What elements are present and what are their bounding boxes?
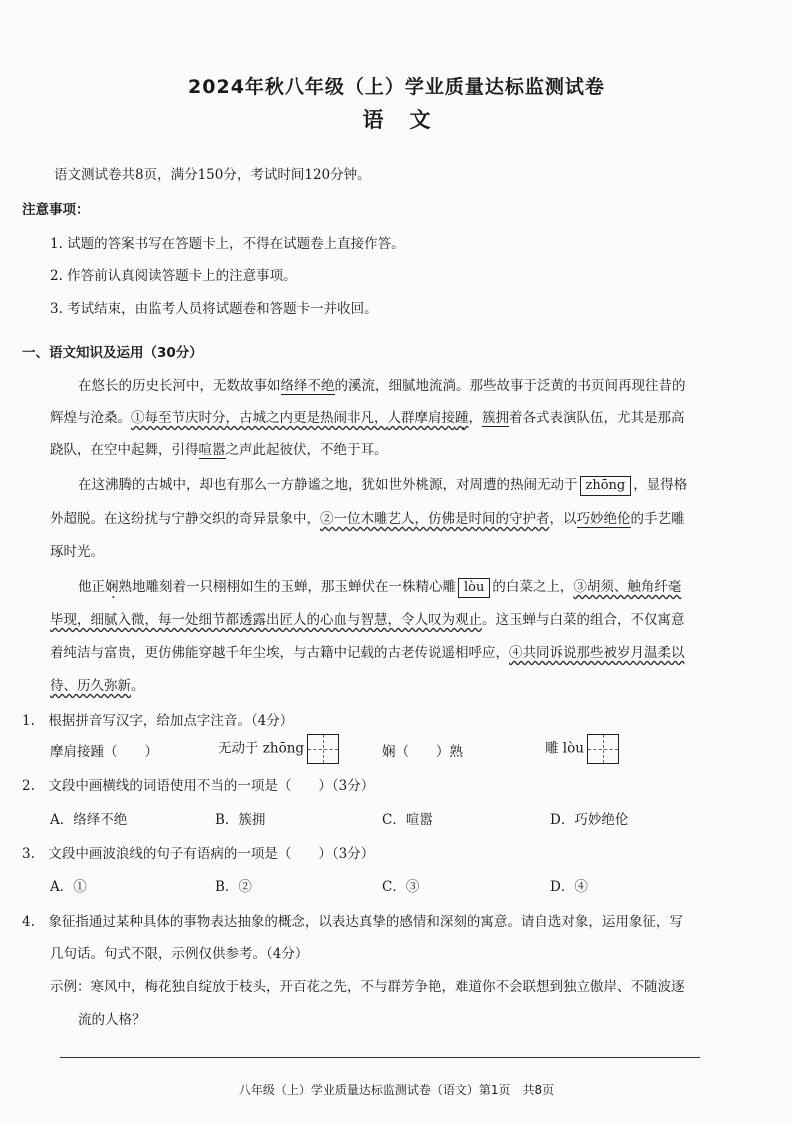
q2-option-b[interactable]: B．簇拥 (215, 812, 266, 828)
underlined-word-4: 巧妙绝伦 (576, 511, 631, 527)
q3-option-c[interactable]: C．③ (382, 879, 420, 895)
q2-option-c[interactable]: C．喧嚣 (382, 812, 433, 828)
section-heading: 一、语文知识及运用（30分） (22, 345, 203, 361)
exam-subject: 语文 (362, 108, 457, 132)
q1-item-c[interactable]: 娴（ ）熟 (382, 744, 463, 760)
notice-item-1: 1. 试题的答案书写在答题卡上，不得在试题卷上直接作答。 (50, 236, 405, 252)
passage-p3-line2: 毕现，细腻入微，每一处细节都透露出匠人的心血与智慧，令人叹为观止。这玉蝉与白菜的组合，不仅寓意 (50, 612, 685, 628)
q1-item-a[interactable]: 摩肩接踵（ ） (50, 744, 158, 760)
exam-intro: 语文测试卷共8页，满分150分，考试时间120分钟。 (54, 167, 371, 183)
passage-p2-line1: 在这沸腾的古城中，却也有那么一方静谧之地，犹如世外桃源，对周遭的热闹无动于 zhōng ，显得格 (78, 473, 687, 496)
wavy-sentence-3a: ③胡须、触角纤毫 (573, 579, 682, 595)
dotted-char-zhong: 踵 (455, 410, 469, 426)
question-4-example-line2: 流的人格？ (78, 1012, 146, 1028)
question-4-stem-line1: 4. 象征指通过某种具体的事物表达抽象的概念，以表达真挚的感情和深刻的寓意。请自选对象，运用象征，写 (22, 914, 683, 930)
passage-p3-line4: 待、历久弥新。 (50, 678, 145, 694)
notice-heading: 注意事项： (22, 202, 90, 218)
question-1-stem: 1. 根据拼音写汉字，给加点字注音。（4分） (22, 713, 294, 729)
question-4-example-line1: 示例：寒风中，梅花独自绽放于枝头，开百花之先，不与群芳争艳，难道你不会联想到独立傲岸、不随波逐 (50, 979, 685, 995)
notice-item-3: 3. 考试结束，由监考人员将试题卷和答题卡一并收回。 (50, 301, 378, 317)
pinyin-box-zhong: zhōng (580, 476, 632, 496)
page-footer: 八年级（上）学业质量达标监测试卷（语文）第1页 共8页 (238, 1083, 555, 1097)
wavy-sentence-1: ①每至节庆时分，古城之内更是热闹非凡，人群摩肩接踵 (131, 410, 469, 426)
q2-option-a[interactable]: A．络绎不绝 (50, 812, 128, 828)
answer-grid-lou[interactable] (587, 734, 619, 764)
q1-item-b: 无动于 zhōng (218, 734, 339, 764)
passage-p3-line3: 着纯洁与富贵，更仿佛能穿越千年尘埃，与古籍中记载的古老传说遥相呼应，④共同诉说那些被岁月温柔以 (50, 645, 685, 661)
wavy-sentence-3b: 毕现，细腻入微，每一处细节都透露出匠人的心血与智慧，令人叹为观止 (50, 612, 482, 628)
dotted-char-xian: 娴 (105, 579, 119, 595)
notice-item-2: 2. 作答前认真阅读答题卡上的注意事项。 (50, 268, 297, 284)
question-2-stem: 2. 文段中画横线的词语使用不当的一项是（ ）（3分） (22, 778, 375, 794)
underlined-word-1: 络绎不绝 (280, 378, 335, 394)
question-3-stem: 3. 文段中画波浪线的句子有语病的一项是（ ）（3分） (22, 846, 375, 862)
q3-option-d[interactable]: D．④ (550, 879, 588, 895)
q3-option-a[interactable]: A．① (50, 879, 87, 895)
passage-p3-line1: 他正娴熟地雕刻着一只栩栩如生的玉蝉，那玉蝉伏在一株精心雕 lòu 的白菜之上，③胡须、触角纤毫 (78, 575, 681, 598)
wavy-sentence-2: ②一位木雕艺人，仿佛是时间的守护者 (320, 511, 550, 527)
wavy-sentence-4a: ④共同诉说那些被岁月温柔以 (509, 645, 685, 661)
q3-option-b[interactable]: B．② (215, 879, 252, 895)
answer-line[interactable] (60, 1057, 700, 1058)
passage-p1-line2: 辉煌与沧桑。①每至节庆时分，古城之内更是热闹非凡，人群摩肩接踵，簇拥着各式表演队伍，尤其是那高 (50, 410, 685, 426)
question-4-stem-line2: 几句话。句式不限，示例仅供参考。（4分） (50, 946, 309, 962)
q1-item-d: 雕 lòu (545, 734, 619, 764)
underlined-word-3: 喧嚣 (198, 442, 226, 458)
passage-p1-line3: 跷队，在空中起舞，引得喧嚣之声此起彼伏，不绝于耳。 (50, 442, 388, 458)
underlined-word-2: 簇拥 (482, 410, 509, 426)
exam-title: 2024年秋八年级（上）学业质量达标监测试卷 (188, 76, 605, 98)
q2-option-d[interactable]: D．巧妙绝伦 (550, 812, 629, 828)
passage-p2-line2: 外超脱。在这纷扰与宁静交织的奇异景象中，②一位木雕艺人，仿佛是时间的守护者，以巧妙绝伦的手艺雕 (50, 511, 685, 527)
pinyin-box-lou: lòu (458, 578, 490, 598)
answer-grid-zhong[interactable] (307, 734, 339, 764)
passage-p1-line1: 在悠长的历史长河中，无数故事如络绎不绝的溪流，细腻地流淌。那些故事于泛黄的书页间再现往昔的 (78, 378, 686, 394)
wavy-sentence-4b: 待、历久弥新 (50, 678, 131, 694)
passage-p2-line3: 琢时光。 (50, 544, 104, 560)
